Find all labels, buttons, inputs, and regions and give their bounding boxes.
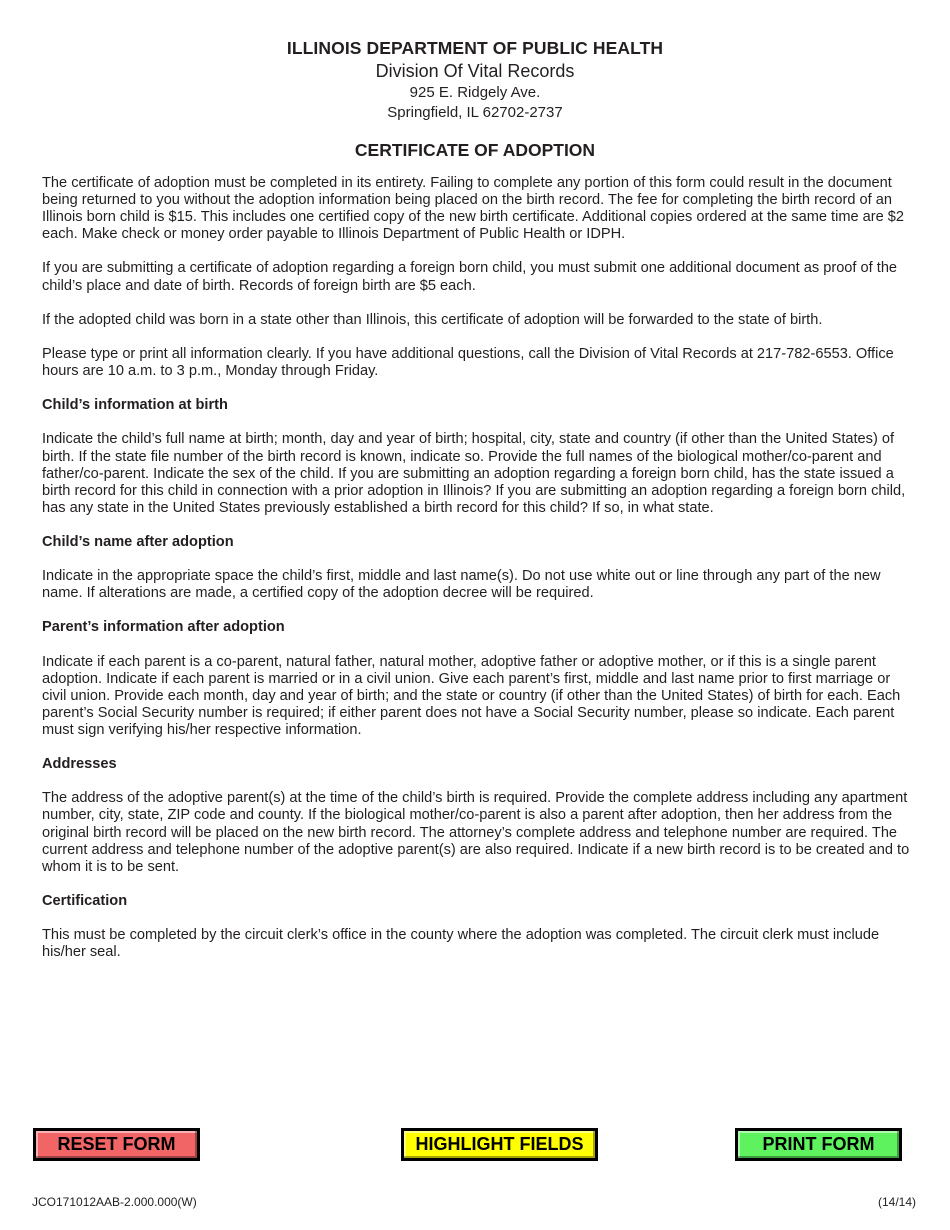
section-heading-child-name: Child’s name after adoption: [42, 533, 234, 550]
intro-paragraph-other-state: If the adopted child was born in a state other than Illinois, this certificate of adoption will be forwarded to the state of birth.: [42, 311, 823, 328]
instructions-body: [42, 175, 912, 978]
reset-form-button[interactable]: RESET FORM: [33, 1128, 200, 1161]
intro-paragraph-contact: Please type or print all information clearly. If you have additional questions, call the Division of Vital Records at 217-782-6553. Office hours are 10 a.m. to 3 p.m., Monday through Friday.: [42, 345, 894, 380]
division-name: Division Of Vital Records: [375, 61, 575, 81]
intro-paragraph-fee: The certificate of adoption must be completed in its entirety. Failing to complete any portion of this form could result in the document being returned to you without the adoption information being placed on the birth record. The fee for completing the birth record of an Illinois born child is $15. This includes one certified copy of the new birth certificate. Additional copies ordered at the same time are $2 each. Make check or money order payable to Illinois Department of Public Health or IDPH.: [42, 175, 905, 243]
page-number: (14/14): [877, 1195, 916, 1209]
intro-paragraph-foreign: If you are submitting a certificate of adoption regarding a foreign born child, you must submit one additional document as proof of the child’s place and date of birth. Records of foreign birth are $5 each.: [42, 260, 898, 294]
highlight-fields-button[interactable]: HIGHLIGHT FIELDS: [401, 1128, 598, 1161]
section-heading-parent-info: Parent’s information after adoption: [42, 619, 285, 636]
section-heading-addresses: Addresses: [42, 756, 117, 773]
print-form-button[interactable]: PRINT FORM: [735, 1128, 902, 1161]
section-heading-child-birth: Child’s information at birth: [42, 397, 228, 414]
city-address: Springfield, IL 62702-2737: [387, 104, 563, 121]
section-text-addresses: The address of the adoptive parent(s) at the time of the child’s birth is required. Provide the complete address including any apartment number, city, state, ZIP code and county. If the biological mother/co-parent is also a parent after adoption, then her address from the original birth record will be placed on the new birth record. The attorney’s complete address and telephone number are required. The current address and telephone number of the adoptive parent(s) are also required. Indicate if a new birth record is to be created and to whom it is to be sent.: [42, 790, 910, 875]
page-title: CERTIFICATE OF ADOPTION: [354, 140, 596, 160]
section-text-child-birth: Indicate the child’s full name at birth; month, day and year of birth; hospital, city, state and country (if other than the United States) of birth. If the state file number of the birth record is known, indicate so. Provide the full names of the biological mother/co-parent and father/co-parent. Indicate the sex of the child. If you are submitting an adoption regarding a foreign born child, has the state issued a birth record for this child in connection with a prior adoption in Illinois? If you are submitting an adoption regarding a foreign born child, has any state in the United States previously established a birth record for this child? If so, in what state.: [42, 431, 906, 516]
section-text-parent-info: Indicate if each parent is a co-parent, natural father, natural mother, adoptive father or adoptive mother, or if this is a single parent adoption. Indicate if each parent is married or in a civil union. Give each parent’s first, middle and last name prior to first marriage or civil union. Provide each month, day and year of birth; and the state or country (if other than the United States) of birth for each. Each parent’s Social Security number is required; if either parent does not have a Social Security number, please so indicate. Each parent must sign verifying his/her respective information.: [42, 653, 901, 738]
section-text-child-name: Indicate in the appropriate space the child’s first, middle and last name(s). Do not use white out or line through any part of the new name. If alterations are made, a certified copy of the adoption decree will be required.: [42, 568, 881, 602]
form-code: JCO171012AAB-2.000.000(W): [32, 1195, 197, 1209]
section-text-certification: This must be completed by the circuit clerk’s office in the county where the adoption was completed. The circuit clerk must include his/her seal.: [42, 927, 880, 961]
section-heading-certification: Certification: [42, 892, 128, 909]
agency-name: ILLINOIS DEPARTMENT OF PUBLIC HEALTH: [286, 38, 664, 58]
page-header: [0, 36, 950, 162]
street-address: 925 E. Ridgely Ave.: [409, 84, 541, 101]
